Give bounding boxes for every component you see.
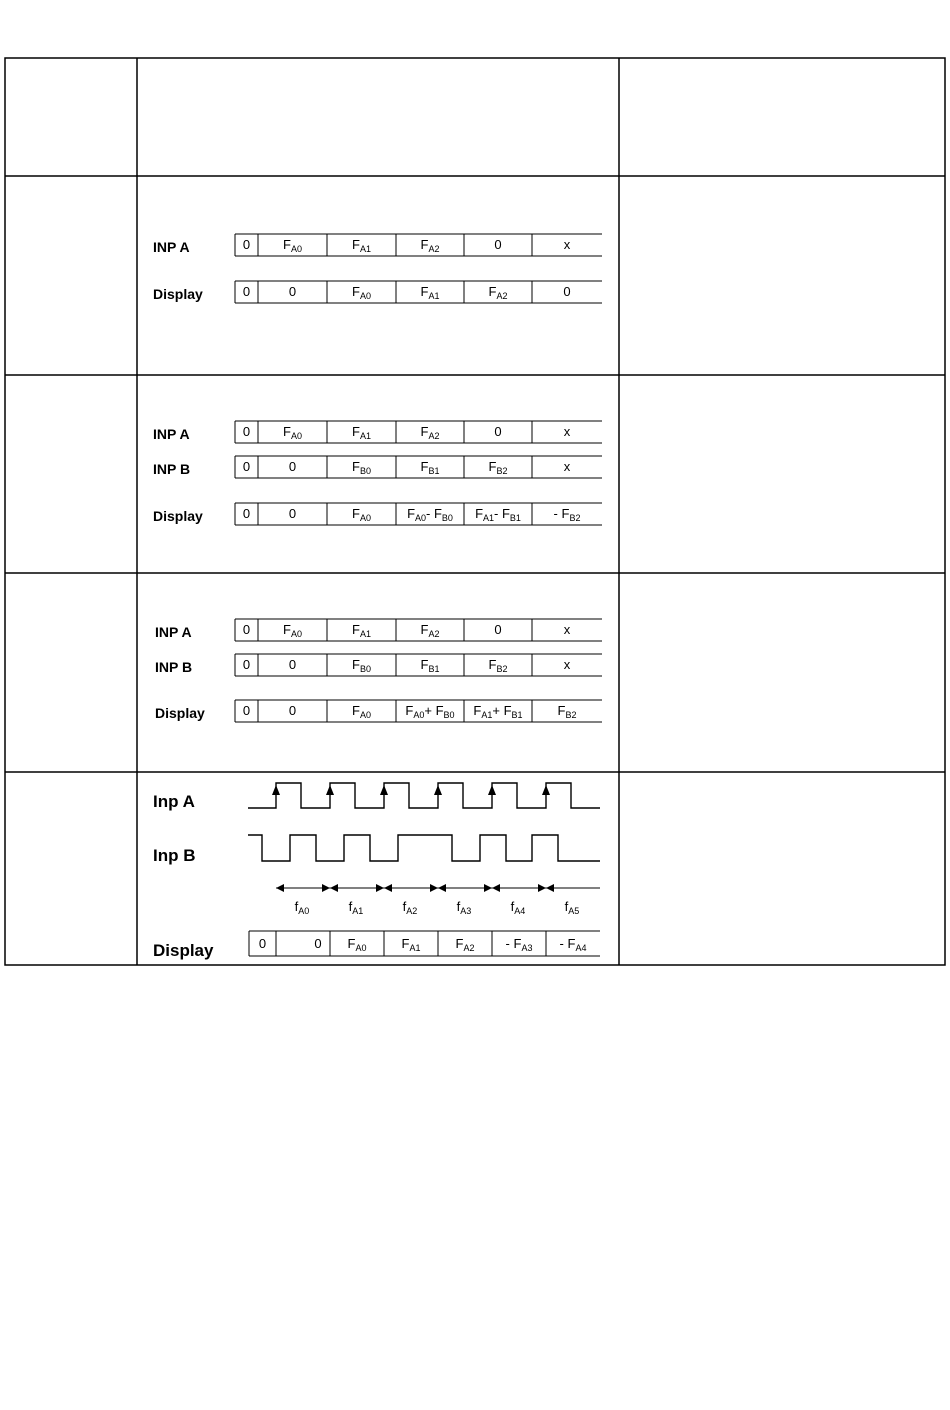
mode-3-row1-cell-3: $F_{B1}$	[420, 657, 440, 674]
mode-2-row0-cell-1: $F_{A0}$	[283, 424, 302, 441]
signal-label-display: Display	[155, 705, 205, 721]
signal-label-display: Display	[153, 941, 214, 960]
inp-a-rising-edge-arrow-1	[326, 785, 334, 795]
period-arrow-right-3	[484, 884, 492, 892]
mode-3-row0-cell-2: $F_{A1}$	[352, 622, 371, 639]
mode-1-row1-cell-5: 0	[563, 284, 571, 299]
period-arrow-right-0	[322, 884, 330, 892]
mode-1-row1-cell-3: $F_{A1}$	[420, 284, 440, 301]
period-arrow-right-1	[376, 884, 384, 892]
mode-1-row0-cell-3: $F_{A2}$	[420, 237, 440, 254]
signal-label-display: Display	[153, 286, 203, 302]
mode-2-row1-cell-1: 0	[288, 459, 297, 474]
mode-3-row2-cell-4: $F_{A1}+ F_{B1}$	[473, 703, 523, 720]
mode-2-row1-cell-3: $F_{B1}$	[420, 459, 440, 476]
mode-3-row1-cell-5: x	[563, 657, 571, 672]
mode-3-row2-cell-5: $F_{B2}$	[557, 703, 577, 720]
period-arrow-right-2	[430, 884, 438, 892]
period-label-0: $f_{A0}$	[294, 899, 310, 916]
mode-2-row0-cell-3: $F_{A2}$	[420, 424, 440, 441]
period-arrow-left-1	[330, 884, 338, 892]
period-label-5: $f_{A5}$	[564, 899, 580, 916]
mode-4-display-cell-3: $F_{A1}$	[401, 936, 421, 953]
mode-3-row1-cell-0: 0	[242, 657, 251, 672]
period-arrow-right-4	[538, 884, 546, 892]
signal-label-inp-b: INP B	[155, 659, 193, 675]
mode-1-row0-cell-2: $F_{A1}$	[352, 237, 371, 254]
mode-2-row1-cell-4: $F_{B2}$	[488, 459, 508, 476]
mode-1-row1-cell-2: $F_{A0}$	[352, 284, 371, 301]
mode-3-row0-cell-5: x	[563, 622, 571, 637]
mode-2-row0-cell-4: 0	[494, 424, 502, 439]
mode-2-row2-cell-0: 0	[242, 506, 251, 521]
mode-2-row1-cell-0: 0	[242, 459, 251, 474]
mode-1-row0-cell-1: $F_{A0}$	[283, 237, 302, 254]
signal-label-inp-b: INP B	[153, 461, 191, 477]
mode-1-row1-cell-0: 0	[242, 284, 251, 299]
period-label-4: $f_{A4}$	[510, 899, 526, 916]
mode-2-row0-cell-0: 0	[242, 424, 251, 439]
mode-3-row0-cell-4: 0	[494, 622, 502, 637]
mode-4-display-cell-4: $F_{A2}$	[455, 936, 475, 953]
period-label-3: $f_{A3}$	[456, 899, 472, 916]
mode-3-row1-cell-2: $F_{B0}$	[352, 657, 371, 674]
signal-label-inp-a: INP A	[153, 426, 190, 442]
mode-1-row0-cell-5: x	[563, 237, 571, 252]
signal-label-inp-a: INP A	[153, 239, 190, 255]
period-arrow-left-0	[276, 884, 284, 892]
mode-2-row1-cell-2: $F_{B0}$	[352, 459, 371, 476]
mode-4-display-cell-2: $F_{A0}$	[347, 936, 367, 953]
period-arrow-left-2	[384, 884, 392, 892]
mode-1-row1-cell-4: $F_{A2}$	[488, 284, 508, 301]
period-arrow-left-5	[546, 884, 554, 892]
mode-3-row2-cell-1: 0	[288, 703, 297, 718]
mode-2-row2-cell-2: $F_{A0}$	[352, 506, 371, 523]
mode-2-row2-cell-3: $F_{A0}-$ $F_{B0}$	[407, 506, 453, 523]
inp-a-rising-edge-arrow-5	[542, 785, 550, 795]
signal-label-inp-a: INP A	[155, 624, 192, 640]
signal-label-inp-b: Inp B	[153, 846, 196, 865]
mode-3-row1-cell-1: 0	[288, 657, 297, 672]
mode-2-row2-cell-4: $F_{A1}-$ $F_{B1}$	[475, 506, 521, 523]
period-label-2: $f_{A2}$	[402, 899, 418, 916]
mode-2-row2-cell-1: 0	[288, 506, 297, 521]
period-arrow-left-3	[438, 884, 446, 892]
signal-label-display: Display	[153, 508, 203, 524]
mode-3-row0-cell-3: $F_{A2}$	[420, 622, 440, 639]
mode-4-display-cell-1: 0	[314, 936, 322, 951]
mode-3-row2-cell-3: $F_{A0}+ F_{B0}$	[405, 703, 455, 720]
mode-4-display-cell-6: - $F_{A4}$	[559, 936, 587, 953]
mode-3-row1-cell-4: $F_{B2}$	[488, 657, 508, 674]
signal-label-inp-a: Inp A	[153, 792, 195, 811]
period-label-1: $f_{A1}$	[348, 899, 364, 916]
mode-1-row0-cell-4: 0	[494, 237, 502, 252]
period-arrow-left-4	[492, 884, 500, 892]
mode-2-row0-cell-5: x	[563, 424, 571, 439]
mode-3-row0-cell-1: $F_{A0}$	[283, 622, 302, 639]
mode-3-row0-cell-0: 0	[242, 622, 251, 637]
mode-1-row1-cell-1: 0	[288, 284, 297, 299]
inp-a-rising-edge-arrow-4	[488, 785, 496, 795]
mode-1-row0-cell-0: 0	[242, 237, 251, 252]
mode-2-row0-cell-2: $F_{A1}$	[352, 424, 371, 441]
inp-a-rising-edge-arrow-2	[380, 785, 388, 795]
mode-3-row2-cell-2: $F_{A0}$	[352, 703, 371, 720]
mode-2-row1-cell-5: x	[563, 459, 571, 474]
mode-3-row2-cell-0: 0	[242, 703, 251, 718]
inp-a-waveform	[248, 783, 600, 808]
inp-b-waveform	[248, 835, 600, 861]
mode-2-row2-cell-5: - $F_{B2}$	[553, 506, 581, 523]
mode-4-display-cell-0: 0	[258, 936, 267, 951]
mode-4-display-cell-5: - $F_{A3}$	[505, 936, 533, 953]
inp-a-rising-edge-arrow-3	[434, 785, 442, 795]
inp-a-rising-edge-arrow-0	[272, 785, 280, 795]
